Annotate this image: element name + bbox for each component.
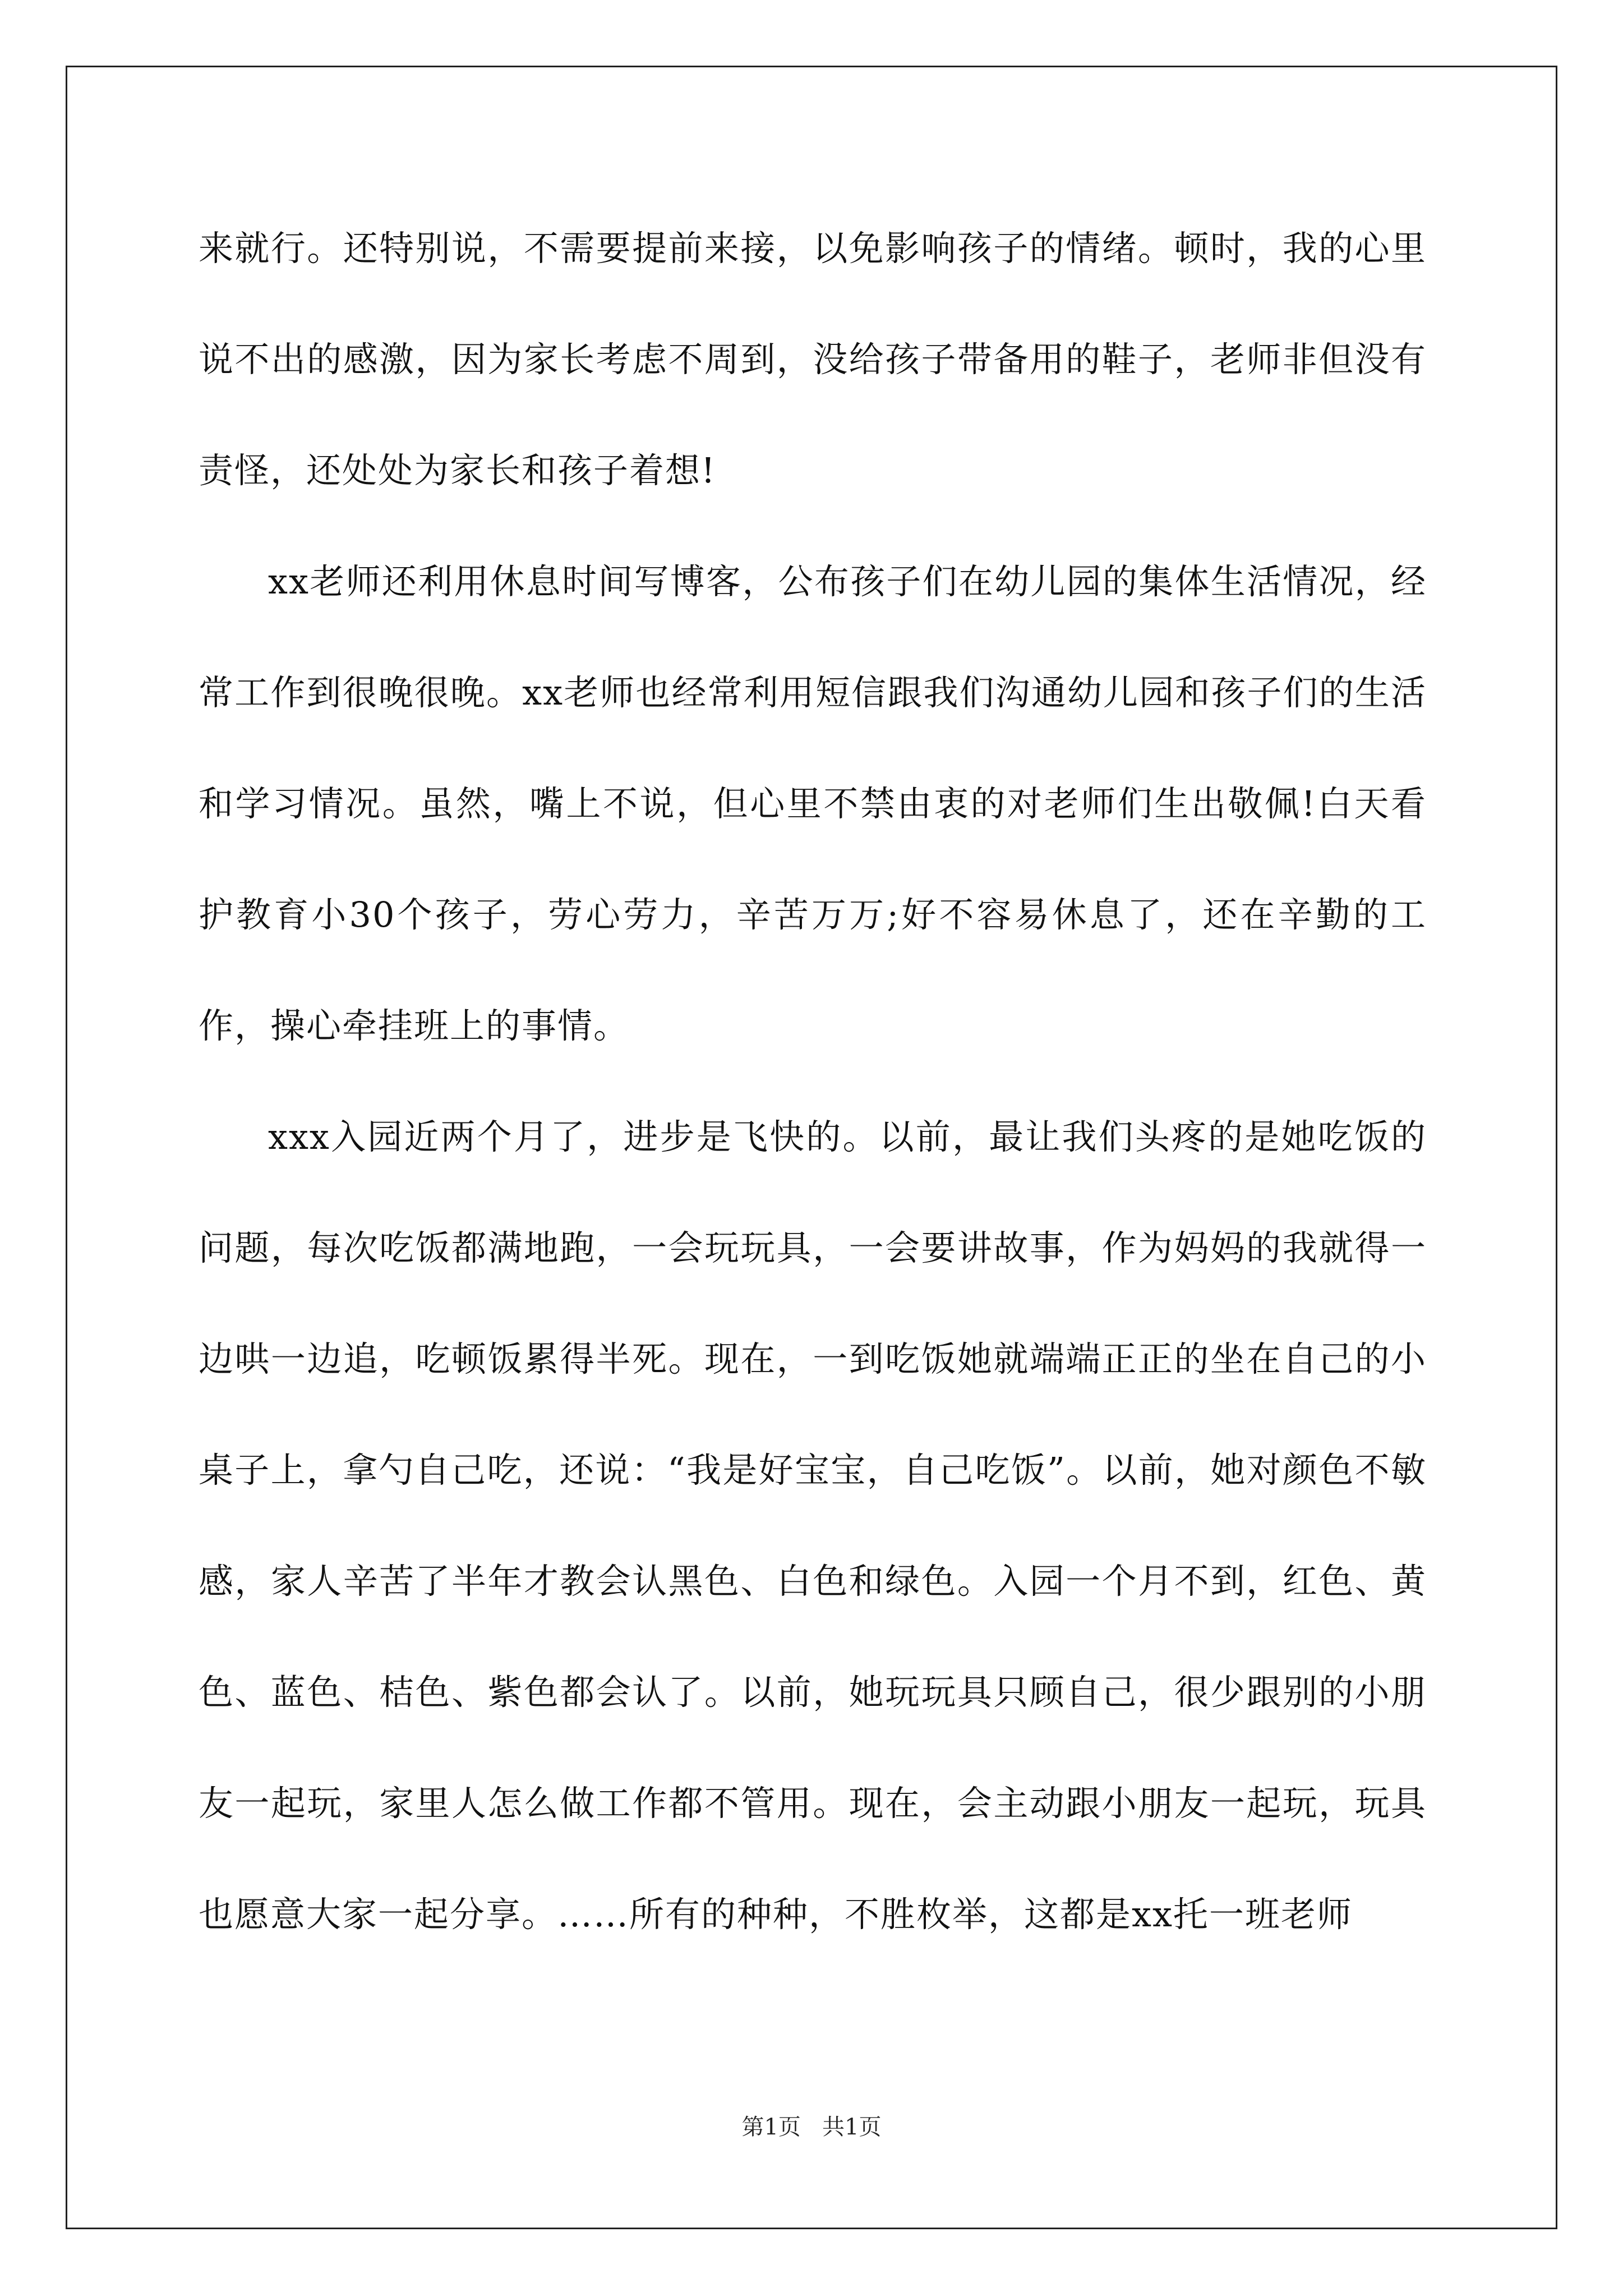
page-footer: 第1页 共1页 xyxy=(741,2114,882,2140)
paragraph-1: 来就行。还特别说，不需要提前来接，以免影响孩子的情绪。顿时，我的心里说不出的感激，因为家长考虑不周到，没给孩子带备用的鞋子，老师非但没有责怪，还处处为家长和孩子着想! xyxy=(199,228,1427,491)
document-body xyxy=(199,193,1427,1970)
paragraph-3: xxx入园近两个月了，进步是飞快的。以前，最让我们头疼的是她吃饭的问题，每次吃饭都满地跑，一会玩玩具，一会要讲故事，作为妈妈的我就得一边哄一边追，吃顿饭累得半死。现在，一到吃饭她就端端正正的坐在自己的小桌子上，拿勺自己吃，还说：“我是好宝宝，自己吃饭”。以前，她对颜色不敏感，家人辛苦了半年才教会认黑色、白色和绿色。入园一个月不到，红色、黄色、蓝色、桔色、紫色都会认了。以前，她玩玩具只顾自己，很少跟别的小朋友一起玩，家里人怎么做工作都不管用。现在，会主动跟小朋友一起玩，玩具也愿意大家一起分享。……所有的种种，不胜枚举，这都是xx托一班老师 xyxy=(199,1116,1427,1935)
paragraph-2: xx老师还利用休息时间写博客，公布孩子们在幼儿园的集体生活情况，经常工作到很晚很晚。xx老师也经常利用短信跟我们沟通幼儿园和孩子们的生活和学习情况。虽然，嘴上不说，但心里不禁由衷的对老师们生出敬佩!白天看护教育小30个孩子，劳心劳力，辛苦万万;好不容易休息了，还在辛勤的工作，操心牵挂班上的事情。 xyxy=(199,561,1427,1046)
